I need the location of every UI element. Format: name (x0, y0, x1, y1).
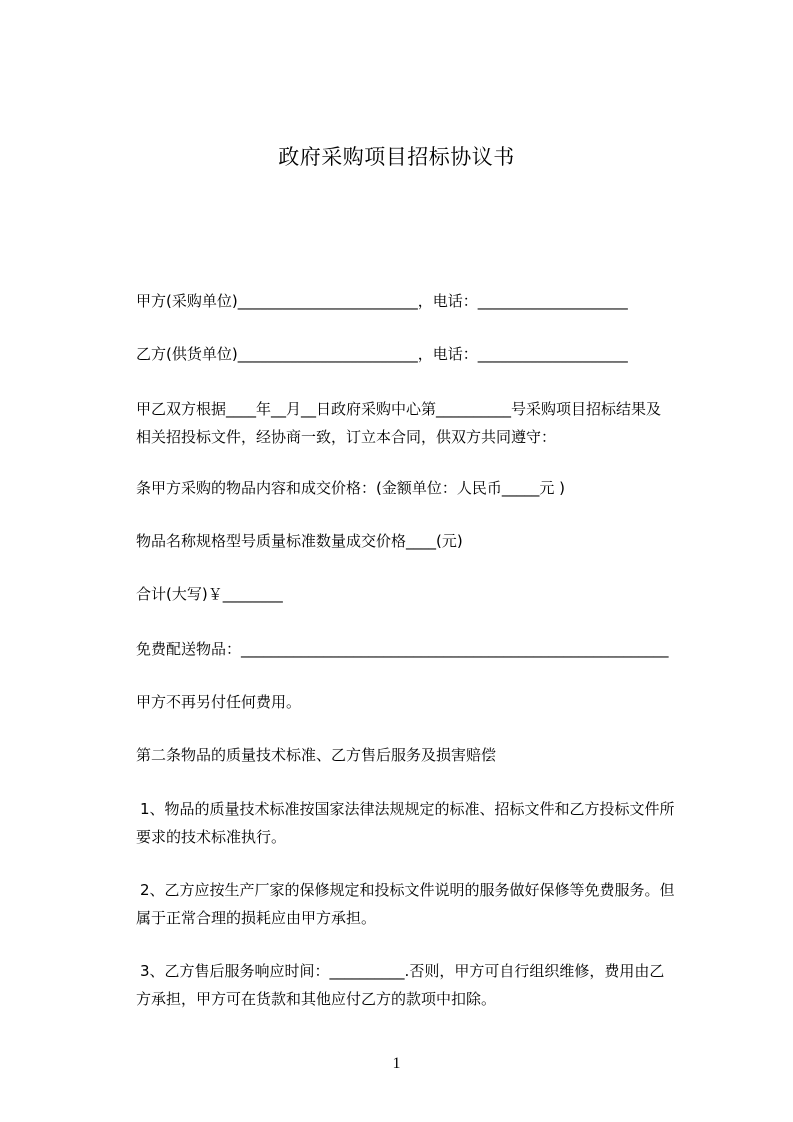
clause-2 (136, 876, 714, 932)
total-line: 合计(大写)￥________ (136, 585, 283, 603)
clause-3 (136, 957, 714, 1013)
clause-1 (136, 795, 714, 851)
clause-3-line-2: 方承担，甲方可在货款和其他应付乙方的款项中扣除。 (136, 990, 497, 1008)
intro-line-1: 甲乙双方根据____年__月__日政府采购中心第__________号采购项目招标结果及 (136, 400, 662, 418)
clause-2-line-2: 属于正常合理的损耗应由甲方承担。 (136, 909, 377, 927)
clause-1-line-2: 要求的技术标准执行。 (136, 828, 287, 846)
intro-paragraph (136, 395, 714, 451)
article-2-heading: 第二条物品的质量技术标准、乙方售后服务及损害赔偿 (136, 746, 497, 764)
article-1-heading: 条甲方采购的物品内容和成交价格：(金额单位：人民币_____元 ) (136, 479, 565, 497)
document-title: 政府采购项目招标协议书 (278, 145, 515, 169)
clause-3-line-1: 3、乙方售后服务响应时间：__________.否则，甲方可自行组织维修，费用由乙 (140, 962, 665, 980)
intro-line-2: 相关招投标文件，经协商一致，订立本合同，供双方共同遵守： (136, 428, 557, 446)
clause-1-line-1: 1、物品的质量技术标准按国家法律法规规定的标准、招标文件和乙方投标文件所 (140, 800, 675, 818)
clause-2-line-1: 2、乙方应按生产厂家的保修规定和投标文件说明的服务做好保修等免费服务。但 (140, 881, 675, 899)
party-b-line: 乙方(供货单位)________________________，电话：____________________ (136, 345, 628, 363)
no-extra-fee-line: 甲方不再另付任何费用。 (136, 693, 302, 711)
party-a-line: 甲方(采购单位)________________________，电话：____________________ (136, 292, 628, 310)
item-header-line: 物品名称规格型号质量标准数量成交价格____(元) (136, 532, 463, 550)
page-number: 1 (392, 1055, 401, 1072)
free-delivery-line: 免费配送物品：_________________________________________________________ (136, 640, 669, 658)
